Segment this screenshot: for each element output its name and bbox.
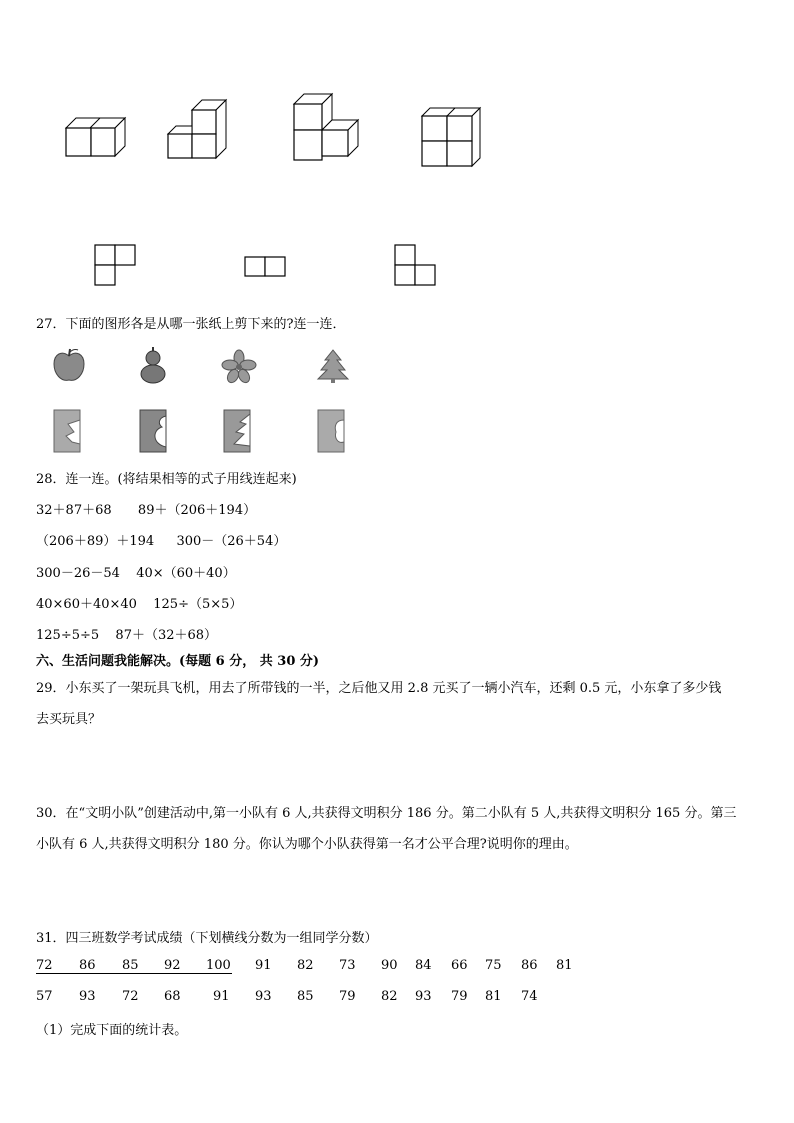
score-value: 74 [521, 989, 538, 1004]
flower-icon [222, 350, 256, 384]
q27-text: 27．下面的图形各是从哪一张纸上剪下来的?连一连． [36, 317, 346, 332]
cube-figure-2 [162, 98, 232, 164]
paper-flower-cutout [54, 410, 82, 452]
q28-row-1 [36, 499, 256, 518]
q28-left-3: 300－26－54 [36, 566, 120, 581]
score-value: 81 [485, 989, 502, 1004]
score-value: 79 [451, 989, 468, 1004]
q28-right-2: 300－（26＋54） [176, 534, 287, 549]
score-value: 91 [213, 989, 230, 1004]
q28-title: 28．连一连。(将结果相等的式子用线连起来) [36, 472, 297, 487]
score-value: 79 [339, 989, 356, 1004]
score-value: 57 [36, 989, 53, 1004]
q28-right-5: 87＋（32＋68） [115, 628, 218, 643]
score-value: 85 [122, 958, 139, 973]
score-value: 93 [255, 989, 272, 1004]
q31-sub-1: （1）完成下面的统计表。 [36, 1023, 188, 1038]
cube-figure-1 [60, 112, 130, 162]
score-value: 72 [36, 958, 53, 973]
score-value: 73 [339, 958, 356, 973]
score-value: 91 [255, 958, 272, 973]
cube-figure-3 [288, 92, 368, 166]
score-value: 92 [164, 958, 181, 973]
score-value: 82 [381, 989, 398, 1004]
score-value: 93 [415, 989, 432, 1004]
gourd-icon [138, 346, 168, 386]
q30-line-1: 30．在“文明小队”创建活动中,第一小队有 6 人,共获得文明积分 186 分。第二小队有 5 人,共获得文明积分 165 分。第三 [36, 806, 737, 821]
q29-line-2: 去买玩具？ [36, 712, 102, 727]
q28-left-2: （206＋89）＋194 [36, 534, 155, 549]
score-value: 84 [415, 958, 432, 973]
score-value: 86 [79, 958, 96, 973]
view-shape-2 [244, 256, 288, 278]
q28-row-3 [36, 562, 236, 581]
score-value: 68 [164, 989, 181, 1004]
paper-apple-cutout [318, 410, 346, 452]
score-value: 82 [297, 958, 314, 973]
q28-left-5: 125÷5÷5 [36, 628, 100, 643]
score-value: 90 [381, 958, 398, 973]
score-value: 81 [556, 958, 573, 973]
score-value: 100 [206, 958, 231, 973]
q30-line-2: 小队有 6 人,共获得文明积分 180 分。你认为哪个小队获得第一名才公平合理?说明你的理由。 [36, 837, 578, 852]
q28-right-1: 89＋（206＋194） [137, 503, 257, 518]
score-value: 86 [521, 958, 538, 973]
q28-left-1: 32＋87＋68 [36, 503, 112, 518]
tree-icon [316, 348, 350, 384]
score-value: 75 [485, 958, 502, 973]
score-value: 72 [122, 989, 139, 1004]
section-6-title: 六、生活问题我能解决。(每题 6 分， 共 30 分) [36, 654, 320, 669]
q28-row-2 [36, 530, 286, 549]
apple-icon [52, 348, 86, 384]
paper-tree-cutout [224, 410, 252, 452]
q28-left-4: 40×60＋40×40 [36, 597, 137, 612]
cube-figure-4 [418, 104, 488, 170]
view-shape-3 [394, 244, 438, 288]
q31-title: 31．四三班数学考试成绩（下划横线分数为一组同学分数） [36, 931, 378, 946]
score-value: 85 [297, 989, 314, 1004]
paper-gourd-cutout [140, 410, 168, 452]
q28-right-3: 40×（60＋40） [136, 566, 236, 581]
q28-right-4: 125÷（5×5） [153, 597, 243, 612]
view-shape-1 [94, 244, 136, 288]
score-value: 66 [451, 958, 468, 973]
score-value: 93 [79, 989, 96, 1004]
q28-row-5 [36, 624, 217, 643]
q29-line-1: 29．小东买了一架玩具飞机，用去了所带钱的一半，之后他又用 2.8 元买了一辆小汽车，还剩 0.5 元，小东拿了多少钱 [36, 681, 722, 696]
q28-row-4 [36, 593, 242, 612]
